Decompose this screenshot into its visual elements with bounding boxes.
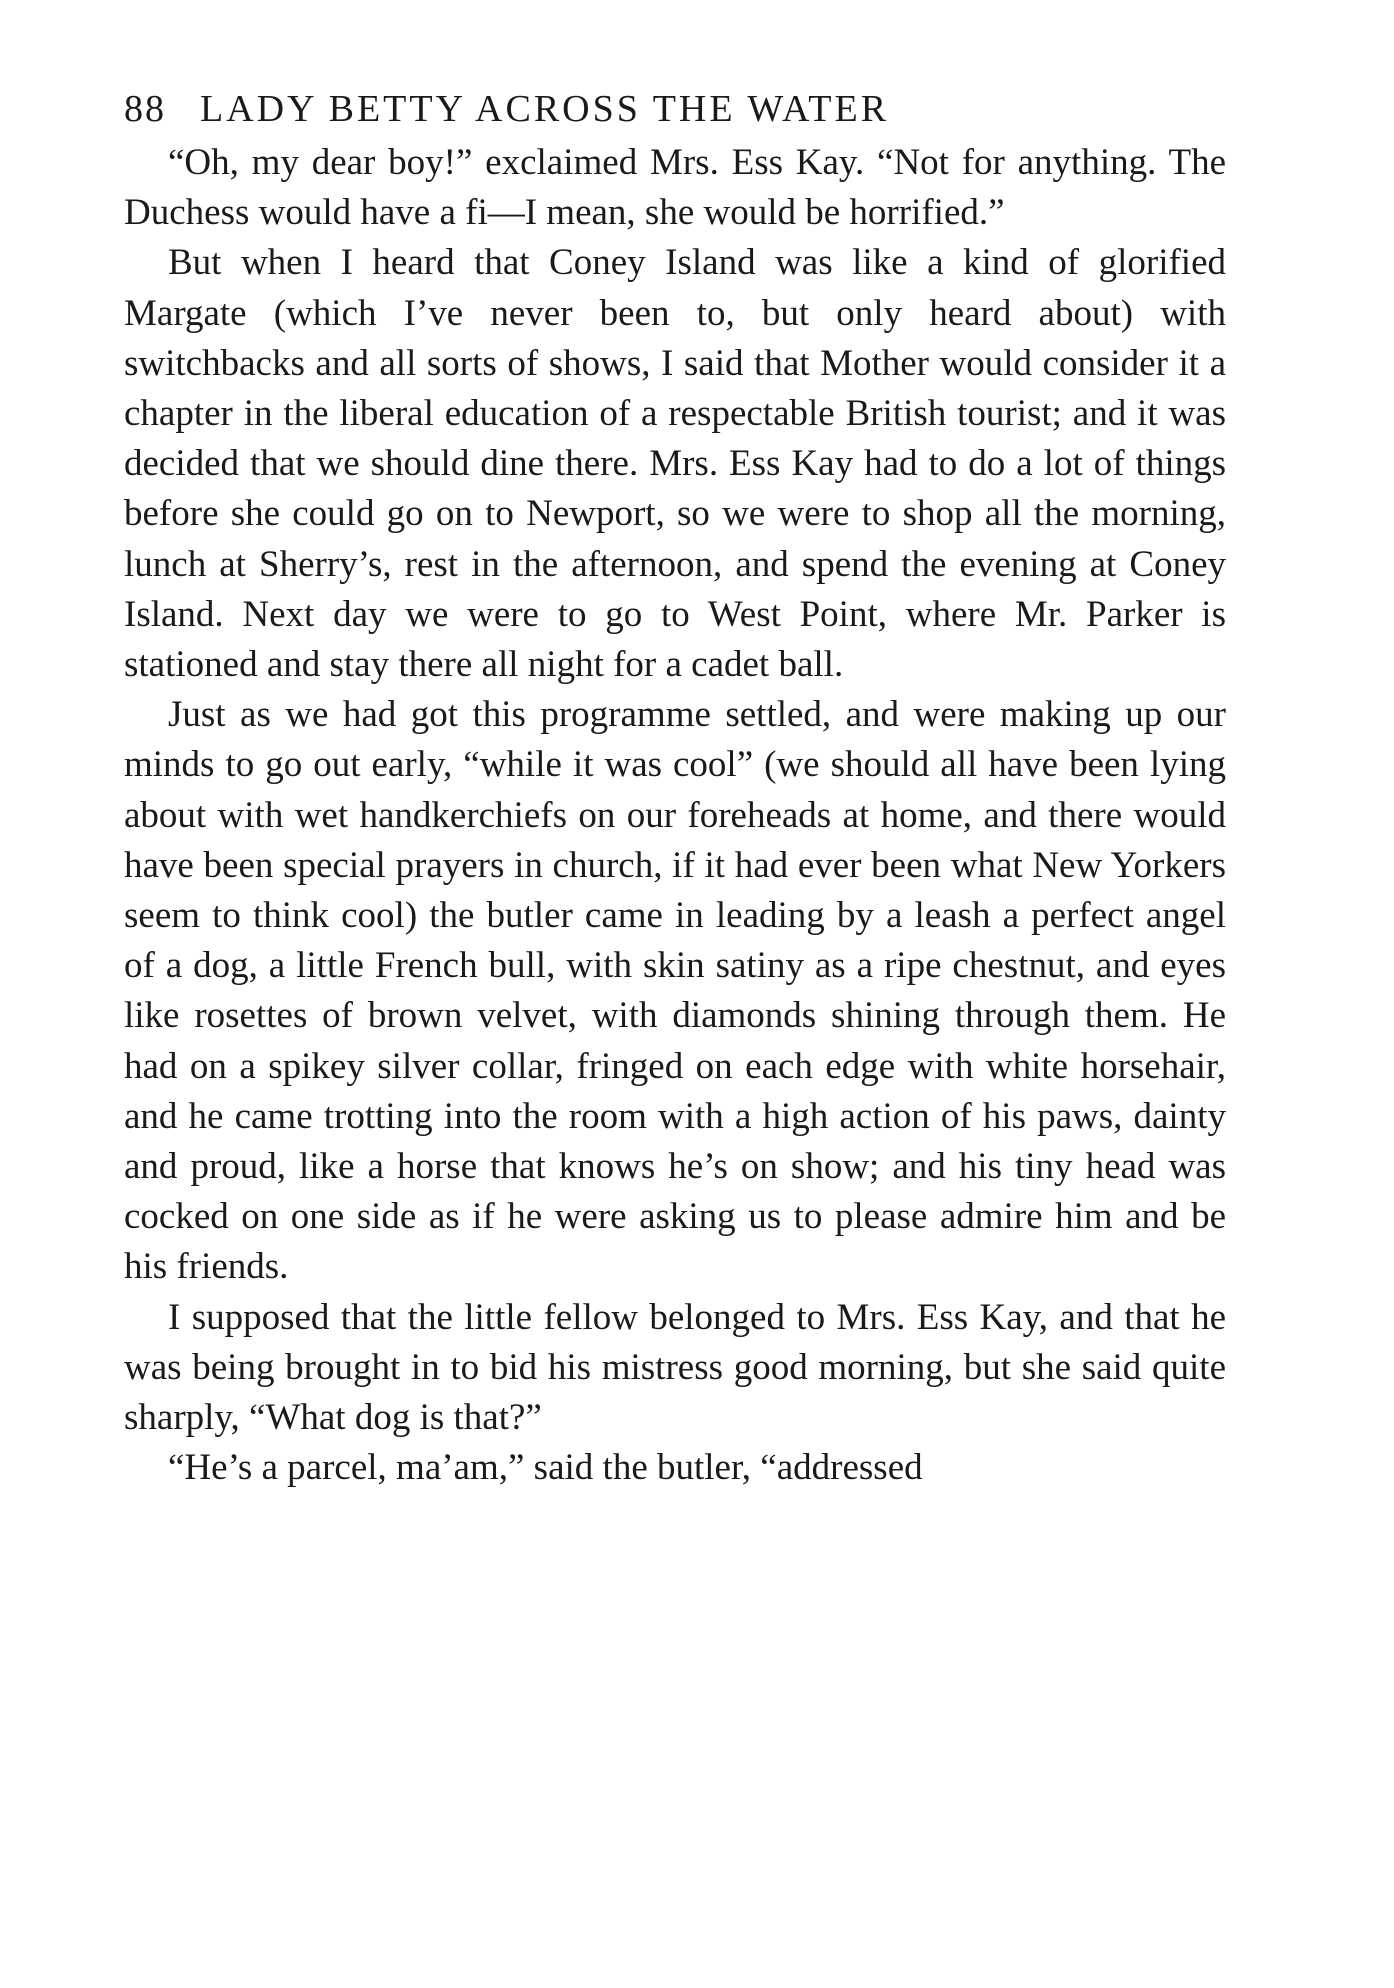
paragraph-5: “He’s a parcel, ma’am,” said the butler, “addressed (168, 1447, 923, 1489)
running-head (124, 86, 1226, 132)
page-number: 88 (124, 88, 166, 130)
book-page (124, 86, 1226, 1493)
paragraph-1: “Oh, my dear boy!” exclaimed Mrs. Ess Kay. “Not for anything. The Duchess would have a fi—I mean, she would be horrified.” (124, 142, 1226, 234)
paragraph-3: Just as we had got this programme settled, and were making up our minds to go out early, “while it was cool” (we should all have been lying about with wet handkerchiefs on our foreheads at home, and there would have been special prayers in church, if it had ever been what New Yorkers seem to think cool) the butler came in leading by a leash a perfect angel of a dog, a little French bull, with skin satiny as a ripe chestnut, and eyes like rosettes of brown velvet, with diamonds shining through them. He had on a spikey silver collar, fringed on each edge with white horsehair, and he came trotting into the room with a high action of his paws, dainty and proud, like a horse that knows he’s on show; and his tiny head was cocked on one side as if he were asking us to please admire him and be his friends. (124, 694, 1226, 1288)
body-text (124, 138, 1226, 1493)
paragraph-4: I supposed that the little fellow belonged to Mrs. Ess Kay, and that he was being brought in to bid his mistress good morning, but she said quite sharply, “What dog is that?” (124, 1296, 1226, 1439)
book-title: LADY BETTY ACROSS THE WATER (200, 88, 890, 130)
paragraph-2: But when I heard that Coney Island was like a kind of glorified Margate (which I’ve never been to, but only heard about) with switchbacks and all sorts of shows, I said that Mother would consider it a chapter in the liberal education of a respectable British tourist; and it was decided that we should dine there. Mrs. Ess Kay had to do a lot of things before she could go on to Newport, so we were to shop all the morning, lunch at Sherry’s, rest in the afternoon, and spend the evening at Coney Island. Next day we were to go to West Point, where Mr. Parker is stationed and stay there all night for a cadet ball. (124, 242, 1226, 686)
